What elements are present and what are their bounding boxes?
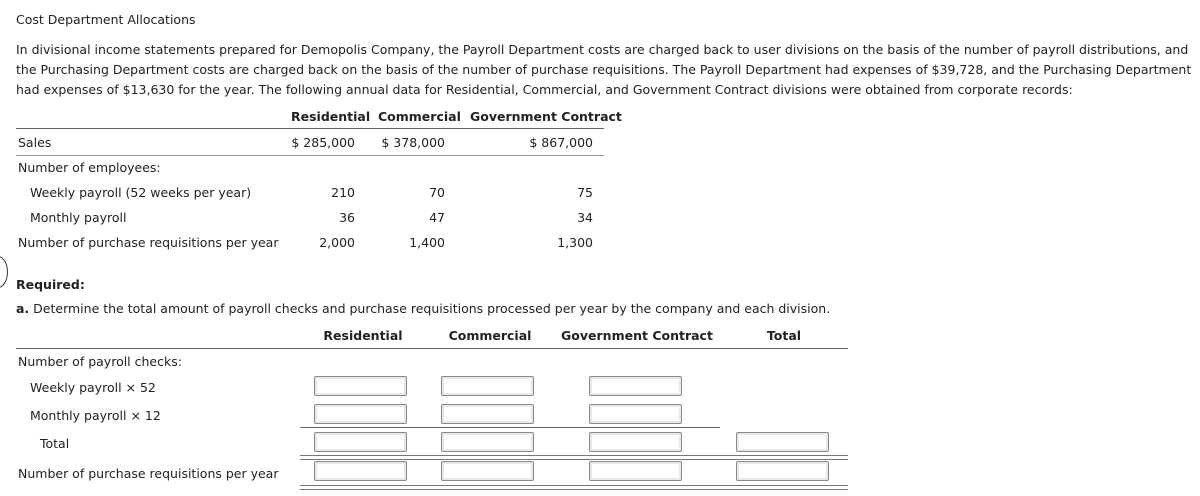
- cell-sales-government: $ 867,000: [529, 135, 593, 150]
- total-residential-input[interactable]: [314, 432, 407, 452]
- row-label-employees: Number of employees:: [18, 160, 161, 175]
- answer-header-total: Total: [766, 328, 802, 343]
- weekly-commercial-input[interactable]: [441, 376, 534, 396]
- header-government-contract: Government Contract: [470, 109, 622, 124]
- part-a-text: Determine the total amount of payroll checks and purchase requisitions processed per year by the company and each division.: [33, 301, 831, 316]
- answer-header-government-contract: Government Contract: [561, 328, 713, 343]
- cell-sales-commercial: $ 378,000: [381, 135, 445, 150]
- header-rule: [16, 128, 604, 129]
- cell-weekly-residential: 210: [331, 185, 355, 200]
- monthly-residential-input[interactable]: [314, 404, 407, 424]
- total-double-rule: [300, 455, 848, 460]
- row-label-weekly-payroll: Weekly payroll (52 weeks per year): [30, 185, 252, 200]
- row-label-total: Total: [40, 436, 70, 451]
- monthly-government-input[interactable]: [589, 404, 682, 424]
- row-label-monthly-x12: Monthly payroll × 12: [30, 408, 161, 423]
- row-label-payroll-checks: Number of payroll checks:: [18, 354, 182, 369]
- subtotal-rule: [300, 427, 720, 428]
- answer-header-rule: [16, 348, 848, 349]
- problem-description: In divisional income statements prepared for Demopolis Company, the Payroll Department costs are charged back to user divisions on the basis of the number of payroll distributions, and the Purchasing Department costs are charged back on the basis of the number of purchase requisitions. The Payroll Department had expenses of $39,728, and the Purchasing Department had expenses of $13,630 for the year. The following annual data for Residential, Commercial, and Government Contract divisions were obtained from corporate records:: [16, 42, 1192, 97]
- weekly-residential-input[interactable]: [314, 376, 407, 396]
- cell-requisitions-residential: 2,000: [319, 235, 355, 250]
- header-commercial: Commercial: [378, 109, 461, 124]
- cell-monthly-government: 34: [577, 210, 593, 225]
- weekly-government-input[interactable]: [589, 376, 682, 396]
- cell-sales-residential: $ 285,000: [291, 135, 355, 150]
- margin-bracket-mark: [0, 256, 8, 288]
- cell-monthly-commercial: 47: [429, 210, 445, 225]
- total-commercial-input[interactable]: [441, 432, 534, 452]
- cell-requisitions-government: 1,300: [557, 235, 593, 250]
- row-divider: [16, 155, 604, 156]
- header-residential: Residential: [291, 109, 371, 124]
- cell-monthly-residential: 36: [339, 210, 355, 225]
- requisitions-residential-input[interactable]: [314, 461, 407, 481]
- cell-weekly-government: 75: [577, 185, 593, 200]
- required-label: Required:: [16, 277, 85, 292]
- requisitions-double-rule: [300, 485, 848, 490]
- requisitions-total-input[interactable]: [736, 461, 829, 481]
- row-label-purchase-requisitions: Number of purchase requisitions per year: [18, 235, 279, 250]
- row-label-weekly-x52: Weekly payroll × 52: [30, 380, 156, 395]
- answer-header-commercial: Commercial: [448, 328, 532, 343]
- cell-weekly-commercial: 70: [429, 185, 445, 200]
- total-payroll-checks-input[interactable]: [736, 432, 829, 452]
- cell-requisitions-commercial: 1,400: [409, 235, 445, 250]
- row-label-sales: Sales: [18, 135, 52, 150]
- requisitions-government-input[interactable]: [589, 461, 682, 481]
- monthly-commercial-input[interactable]: [441, 404, 534, 424]
- row-label-monthly-payroll: Monthly payroll: [30, 210, 127, 225]
- page-title: Cost Department Allocations: [16, 12, 196, 27]
- part-a-instruction: [16, 301, 830, 316]
- row-label-requisitions-per-year: Number of purchase requisitions per year: [18, 466, 279, 481]
- total-government-input[interactable]: [589, 432, 682, 452]
- part-a-letter: a.: [16, 301, 30, 316]
- requisitions-commercial-input[interactable]: [441, 461, 534, 481]
- answer-header-residential: Residential: [323, 328, 403, 343]
